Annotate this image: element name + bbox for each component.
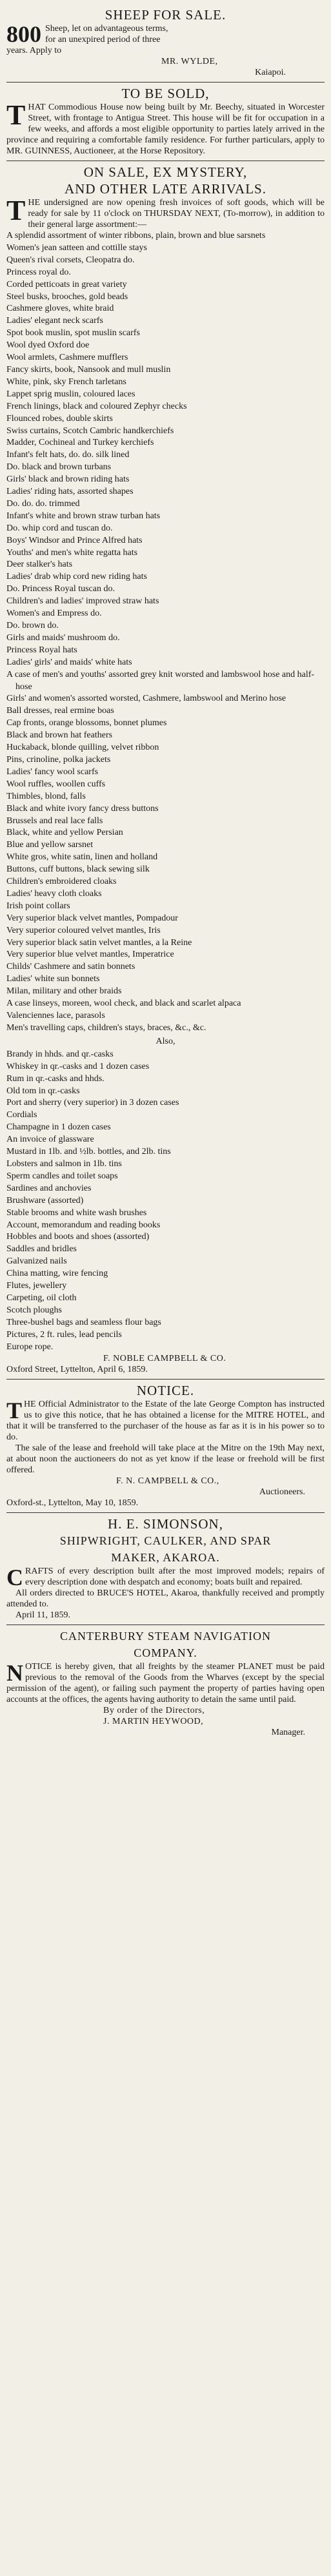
list-item: Galvanized nails	[6, 1256, 67, 1267]
ad-heading: ON SALE, EX MYSTERY,	[83, 164, 248, 180]
list-item: Thimbles, blond, falls	[6, 791, 86, 801]
goods-list	[6, 230, 325, 1035]
list-item: A case linseys, moreen, wool check, and black and scarlet alpaca	[6, 999, 241, 1009]
ad-body-text: The sale of the lease and freehold will take place at the Mitre on the 19th May next, at about noon the auctioneers do not as yet know if the lease or freehold will be first offered.	[6, 1443, 325, 1476]
list-item: Women's jean satteen and cottille stays	[6, 242, 147, 253]
list-item: Black, white and yellow Persian	[6, 828, 123, 838]
list-item: Black and brown hat feathers	[6, 730, 113, 741]
list-item: Buttons, cuff buttons, black sewing silk	[6, 864, 150, 875]
list-item: China matting, wire fencing	[6, 1269, 108, 1279]
list-item: Men's travelling caps, children's stays, braces, &c., &c.	[6, 1022, 206, 1033]
ad-on-sale-ex-mystery	[6, 161, 325, 1380]
ad-heading: H. E. SIMONSON,	[108, 1516, 223, 1532]
dateline: Oxford Street, Lyttelton, April 6, 1859.	[6, 1365, 148, 1375]
list-item: Saddles and bridles	[6, 1244, 77, 1254]
list-item: Infant's white and brown straw turban hats	[6, 511, 161, 521]
ad-heading: TO BE SOLD,	[121, 86, 210, 101]
list-item: Mustard in 1lb. and ½lb. bottles, and 2lb. tins	[6, 1147, 171, 1157]
list-item: Very superior blue velvet mantles, Imperatrice	[6, 950, 174, 960]
ad-body-text: HE Official Administrator to the Estate of the late George Compton has instructed us to give this notice, that he has obtained a license for the MITRE HOTEL, and that it will be transferred to the purchaser of the house as far as it is in his power so to do.	[6, 1400, 325, 1443]
list-item: Flutes, jewellery	[6, 1281, 67, 1291]
list-item: Do. Princess Royal tuscan do.	[6, 584, 115, 594]
list-item: Children's and ladies' improved straw hats	[6, 596, 159, 607]
merchant-signature: F. NOBLE CAMPBELL & CO.	[103, 1354, 226, 1364]
list-item: Huckaback, blonde quilling, velvet ribbon	[6, 743, 159, 753]
list-item: Boys' Windsor and Prince Alfred hats	[6, 535, 143, 545]
advertiser-place: Kaiapoi.	[255, 68, 286, 77]
ad-text-line: for an unexpired period of three	[45, 35, 161, 44]
list-item: Pins, crinoline, polka jackets	[6, 754, 111, 765]
list-item: Ball dresses, real ermine boas	[6, 706, 114, 716]
ad-body	[6, 1399, 325, 1443]
list-item: Black and white ivory fancy dress buttons	[6, 803, 159, 814]
ad-text-line: years. Apply to	[6, 46, 62, 55]
list-item: Rum in qr.-casks and hhds.	[6, 1073, 105, 1084]
ad-heading: SHEEP FOR SALE.	[105, 7, 226, 23]
list-item: Princess royal do.	[6, 267, 71, 277]
list-item: Hobbles and boots and shoes (assorted)	[6, 1232, 150, 1242]
manager-signature: J. MARTIN HEYWOOD,	[103, 1717, 204, 1727]
list-item: Cashmere gloves, white braid	[6, 304, 114, 314]
list-item: Girls' black and brown riding hats	[6, 474, 130, 485]
list-item: White, pink, sky French tarletans	[6, 376, 126, 387]
list-item: Fancy skirts, book, Nansook and mull muslin	[6, 364, 171, 375]
list-item: Swiss curtains, Scotch Cambric handkerchiefs	[6, 425, 174, 436]
list-item: Do. brown do.	[6, 621, 59, 630]
list-item: Queen's rival corsets, Cleopatra do.	[6, 255, 135, 265]
list-item: Stable brooms and white wash brushes	[6, 1207, 147, 1218]
drop-cap: T	[6, 195, 26, 226]
list-item: Ladies' drab whip cord new riding hats	[6, 572, 147, 582]
drop-cap: C	[6, 1565, 23, 1591]
list-item: Very superior black velvet mantles, Pompadour	[6, 913, 178, 923]
list-item: Very superior black satin velvet mantles, a la Reine	[6, 937, 192, 948]
list-item: Do. whip cord and tuscan do.	[6, 523, 113, 533]
ad-body	[6, 99, 325, 157]
list-item: Ladies' heavy cloth cloaks	[6, 888, 102, 899]
ad-notice-mitre-hotel	[6, 1380, 325, 1513]
ad-body	[6, 1661, 325, 1705]
list-item: Youths' and men's white regatta hats	[6, 547, 138, 558]
advertiser-name: MR. WYLDE,	[161, 57, 218, 66]
list-item: Ladies' fancy wool scarfs	[6, 766, 99, 777]
ad-simonson-shipwright	[6, 1513, 325, 1625]
list-item: Old tom in qr.-casks	[6, 1086, 80, 1096]
ad-subheading: SHIPWRIGHT, CAULKER, AND SPAR	[59, 1534, 272, 1548]
list-item: Girls and maids' mushroom do.	[6, 632, 120, 643]
list-item: Wool dyed Oxford doe	[6, 340, 90, 351]
list-item: Do. do. do. trimmed	[6, 498, 80, 509]
ad-intro-text: HE undersigned are now opening fresh invoices of soft goods, which will be ready for sale by 11 o'clock on THURSDAY NEXT, (To-morrow), in addition to their general large assortment:—	[28, 198, 325, 229]
list-item: Cap fronts, orange blossoms, bonnet plumes	[6, 718, 167, 728]
list-item: Carpeting, oil cloth	[6, 1293, 77, 1303]
ad-subheading: AND OTHER LATE ARRIVALS.	[65, 181, 266, 197]
list-item: A splendid assortment of winter ribbons, plain, brown and blue sarsnets	[6, 231, 266, 240]
list-item: Three-bushel bags and seamless flour bags	[6, 1317, 161, 1327]
sheep-count: 800	[6, 21, 41, 47]
list-item: Pictures, 2 ft. rules, lead pencils	[6, 1329, 122, 1340]
list-item: Infant's felt hats, do. do. silk lined	[6, 450, 130, 460]
list-item: Ladies' girls' and maids' white hats	[6, 657, 132, 667]
list-item: Brandy in hhds. and qr.-casks	[6, 1049, 114, 1059]
list-item: Madder, Cochineal and Turkey kerchiefs	[6, 438, 154, 448]
list-item: Scotch ploughs	[6, 1305, 62, 1315]
list-item: Sardines and anchovies	[6, 1183, 92, 1193]
list-item: Steel busks, brooches, gold beads	[6, 291, 128, 302]
list-item: Childs' Cashmere and satin bonnets	[6, 962, 135, 972]
list-item: Ladies' white sun bonnets	[6, 974, 100, 984]
list-item: Account, memorandum and reading books	[6, 1220, 161, 1230]
list-item: Milan, military and other braids	[6, 986, 122, 997]
list-item: Brushware (assorted)	[6, 1195, 84, 1205]
drop-cap: T	[6, 99, 26, 131]
list-item: Women's and Empress do.	[6, 609, 102, 619]
ad-body	[6, 1565, 325, 1591]
list-item: Sperm candles and toilet soaps	[6, 1171, 118, 1181]
list-item: Girls' and women's assorted worsted, Cashmere, lambswool and Merino hose	[6, 694, 286, 704]
list-item: Ladies' elegant neck scarfs	[6, 316, 103, 326]
list-item: French linings, black and coloured Zephyr checks	[6, 401, 187, 411]
list-item: Whiskey in qr.-casks and 1 dozen cases	[6, 1061, 150, 1071]
ad-body-text: All orders directed to BRUCE'S HOTEL, Akaroa, thankfully received and promptly attended to.	[6, 1588, 325, 1610]
ad-heading: CANTERBURY STEAM NAVIGATION	[59, 1630, 271, 1643]
list-item: Champagne in 1 dozen cases	[6, 1122, 111, 1133]
list-item: Spot book muslin, spot muslin scarfs	[6, 328, 140, 338]
order-line: By order of the Directors,	[103, 1706, 205, 1716]
list-item: Ladies' riding hats, assorted shapes	[6, 487, 134, 497]
list-item: Cordials	[6, 1110, 37, 1120]
ad-sheep-for-sale	[6, 4, 325, 83]
dateline: April 11, 1859.	[15, 1610, 71, 1621]
list-item: Wool ruffles, woollen cuffs	[6, 779, 106, 789]
ad-text-line: Sheep, let on advantageous terms,	[45, 24, 168, 34]
ad-body-text: OTICE is hereby given, that all freights by the steamer PLANET must be paid previous to the removal of the Goods from the Wharves (except by the special permission of the agent), or failing such payment the property of parties having open accounts at the offices, the agents having authority to detain the same until paid.	[6, 1662, 325, 1705]
list-item: Europe rope.	[6, 1342, 54, 1352]
list-item: Wool armlets, Cashmere mufflers	[6, 353, 128, 363]
ad-house-to-be-sold	[6, 83, 325, 161]
ad-body-text: HAT Commodious House now being built by Mr. Beechy, situated in Worcester Street, with frontage to Antigua Street. This house will be fit for occupation in a few weeks, and affords a most eligible opportunity to parties lately arrived in the province and requiring a comfortable family residence. For further particulars, apply to MR. GUINNESS, Auctioneer, at the Horse Repository.	[6, 102, 325, 156]
dateline: Oxford-st., Lyttelton, May 10, 1859.	[6, 1498, 139, 1508]
ad-subheading: MAKER, AKAROA.	[111, 1551, 220, 1565]
list-item: An invoice of glassware	[6, 1135, 94, 1145]
list-item: Lappet sprig muslin, coloured laces	[6, 389, 135, 399]
manager-role: Manager.	[271, 1728, 305, 1738]
list-item: Children's embroidered cloaks	[6, 877, 117, 887]
ad-body-text: RAFTS of every description built after the most improved models; repairs of every description done with despatch and economy; boats built and repaired.	[25, 1566, 325, 1588]
list-item: Port and sherry (very superior) in 3 dozen cases	[6, 1098, 179, 1108]
list-item: Valenciennes lace, parasols	[6, 1011, 105, 1020]
list-item: A case of men's and youths' assorted grey knit worsted and lambswool hose and half-hose	[6, 669, 315, 692]
list-item: Deer stalker's hats	[6, 560, 73, 570]
list-item: Lobsters and salmon in 1lb. tins	[6, 1158, 122, 1169]
drop-cap: N	[6, 1660, 23, 1686]
list-item: Irish point collars	[6, 901, 70, 911]
list-item: Do. black and brown turbans	[6, 462, 112, 473]
drop-cap: T	[6, 1398, 23, 1424]
ad-heading: NOTICE.	[136, 1383, 195, 1399]
auctioneer-signature: F. N. CAMPBELL & CO.,	[116, 1476, 219, 1487]
ad-canterbury-steam-navigation	[6, 1625, 325, 1742]
goods-list-secondary	[6, 1049, 325, 1354]
ad-subheading: COMPANY.	[134, 1646, 197, 1660]
list-item: Flounced robes, double skirts	[6, 413, 113, 424]
ad-intro	[6, 197, 325, 230]
list-item: White gros, white satin, linen and holland	[6, 852, 158, 863]
list-item: Blue and yellow sarsnet	[6, 840, 94, 850]
auctioneer-role: Auctioneers.	[259, 1487, 305, 1498]
list-item: Corded petticoats in great variety	[6, 279, 127, 289]
list-item: Brussels and real lace falls	[6, 815, 103, 826]
list-item: Very superior coloured velvet mantles, Iris	[6, 925, 161, 935]
also-divider: Also,	[155, 1036, 176, 1046]
list-item: Princess Royal hats	[6, 645, 77, 655]
